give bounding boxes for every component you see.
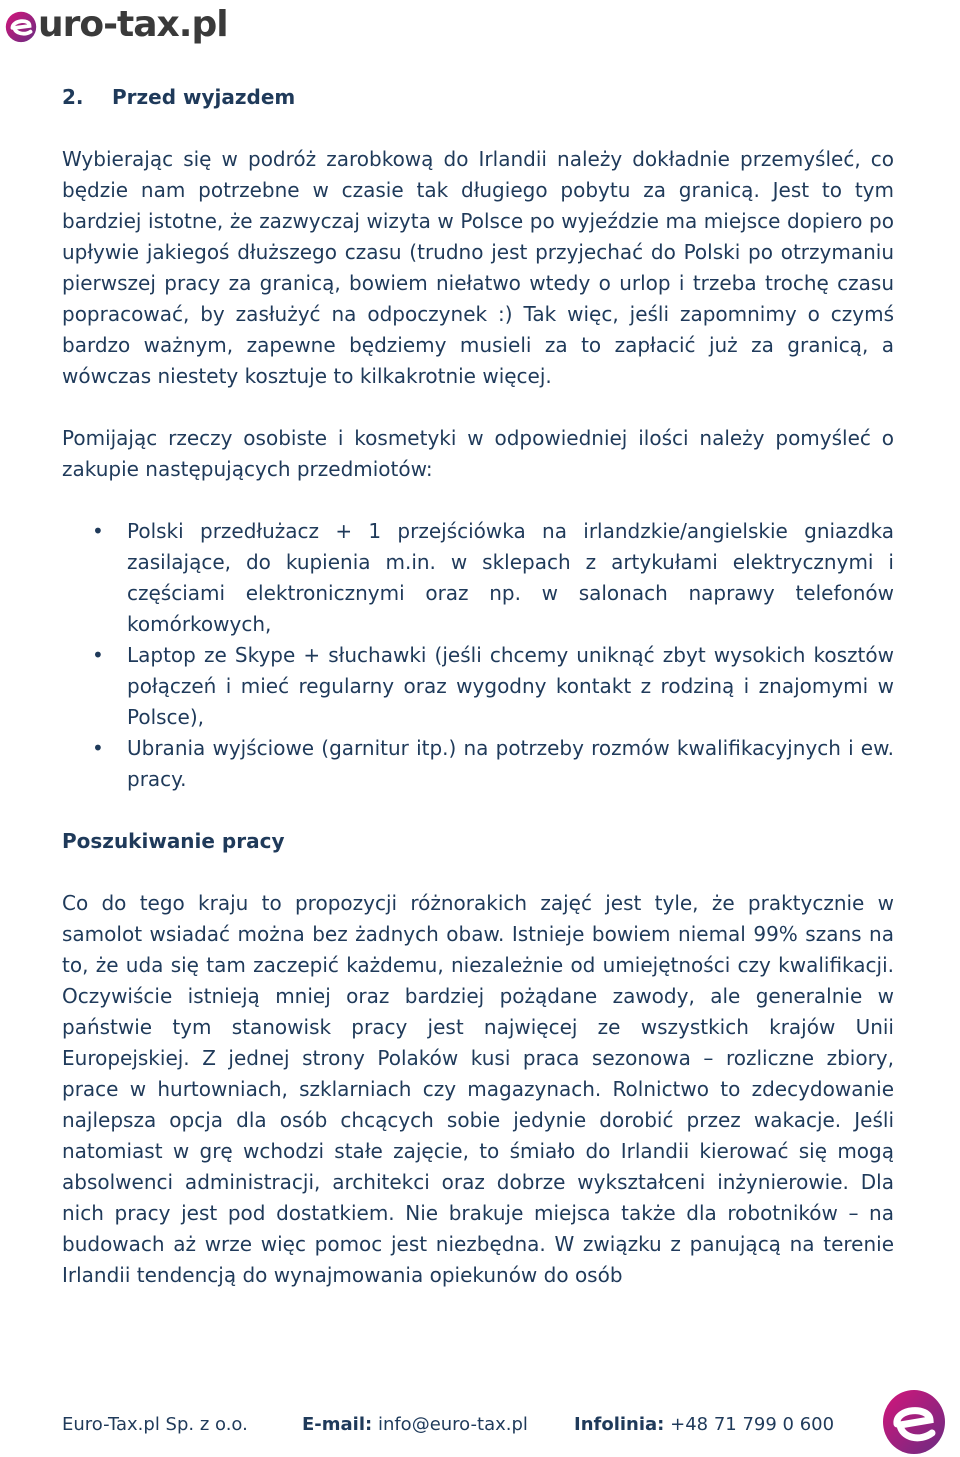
footer-phone — [574, 1410, 834, 1440]
list-item-text: Laptop ze Skype + słuchawki (jeśli chcemy uniknąć zbyt wysokich kosztów połączeń i mieć regularny oraz wygodny kontakt z rodziną i znajomymi w Polsce), — [127, 643, 894, 729]
section-number: 2. — [62, 85, 84, 109]
list-item-text: Ubrania wyjściowe (garnitur itp.) na potrzeby rozmów kwalifikacyjnych i ew. pracy. — [127, 736, 894, 791]
footer-company: Euro-Tax.pl Sp. z o.o. — [62, 1414, 248, 1435]
paragraph-intro: Wybierając się w podróż zarobkową do Irlandii należy dokładnie przemyśleć, co będzie nam potrzebne w czasie tak długiego pobytu za granicą. Jest to tym bardziej istotne, że zazwyczaj wizyta w Polsce po wyjeździe ma miejsce dopiero po upływie jakiegoś dłuższego czasu (trudno jest przyjechać do Polski po otrzymaniu pierwszej pracy za granicą, bowiem niełatwo wtedy o urlop i trzeba trochę czasu popracować, by zasłużyć na odpoczynek :) Tak więc, jeśli zapomnimy o czymś bardzo ważnym, zapewne będziemy musieli za to zapłacić już za granicą, a wówczas niestety kosztuje to kilkakrotnie więcej. — [62, 147, 894, 388]
logo-e-icon — [2, 5, 40, 45]
document-body — [62, 82, 894, 1291]
bullet-icon: • — [92, 519, 104, 543]
list-item-text: Polski przedłużacz + 1 przejściówka na irlandzkie/angielskie gniazdka zasilające, do kupienia m.in. w sklepach z artykułami elektrycznymi i częściami elektronicznymi oraz np. w salonach naprawy telefonów komórkowych, — [127, 519, 894, 636]
paragraph-items-intro: Pomijając rzeczy osobiste i kosmetyki w odpowiedniej ilości należy pomyśleć o zakupie następujących przedmiotów: — [62, 426, 894, 481]
spacer — [62, 485, 894, 516]
logo — [2, 0, 228, 50]
footer — [62, 1410, 862, 1440]
section-heading — [62, 82, 894, 113]
footer-email-value[interactable]: info@euro-tax.pl — [372, 1414, 528, 1435]
footer-phone-value: +48 71 799 0 600 — [664, 1414, 835, 1435]
section-title: Przed wyjazdem — [112, 85, 296, 109]
bullet-icon: • — [92, 736, 104, 760]
list-item — [62, 516, 894, 640]
subheading: Poszukiwanie pracy — [62, 829, 285, 853]
footer-email-label: E-mail: — [302, 1414, 373, 1435]
spacer — [62, 113, 894, 144]
footer-phone-label: Infolinia: — [574, 1414, 665, 1435]
footer-email — [302, 1410, 574, 1440]
paragraph-job-search: Co do tego kraju to propozycji różnorakich zajęć jest tyle, że praktycznie w samolot wsiadać można bez żadnych obaw. Istnieje bowiem niemal 99% szans na to, że uda się tam zaczepić każdemu, niezależnie od umiejętności czy kwalifikacji. Oczywiście istnieją mniej oraz bardziej pożądane zawody, ale generalnie w państwie tym stanowisk pracy jest najwięcej ze wszystkich krajów Unii Europejskiej. Z jednej strony Polaków kusi praca sezonowa – rozliczne zbiory, prace w hurtowniach, szklarniach czy magazynach. Rolnictwo to zdecydowanie najlepsza opcja dla osób chcących sobie jedynie dorobić przez wakacje. Jeśli natomiast w grę wchodzi stałe zajęcie, to śmiało do Irlandii kierować się mogą absolwenci administracji, architekci oraz dobrze wykształceni inżynierowie. Dla nich pracy jest pod dostatkiem. Nie brakuje miejsca także dla robotników – na budowach aż wrze więc pomoc jest niezbędna. W związku z panującą na terenie Irlandii tendencją do wynajmowania opiekunów do osób — [62, 891, 894, 1287]
list-item — [62, 733, 894, 795]
list-item — [62, 640, 894, 733]
logo-text: uro-tax.pl — [38, 4, 228, 45]
footer-logo-icon — [880, 1386, 948, 1456]
spacer — [62, 857, 894, 888]
items-list — [62, 516, 894, 795]
bullet-icon: • — [92, 643, 104, 667]
spacer — [62, 795, 894, 826]
spacer — [62, 392, 894, 423]
